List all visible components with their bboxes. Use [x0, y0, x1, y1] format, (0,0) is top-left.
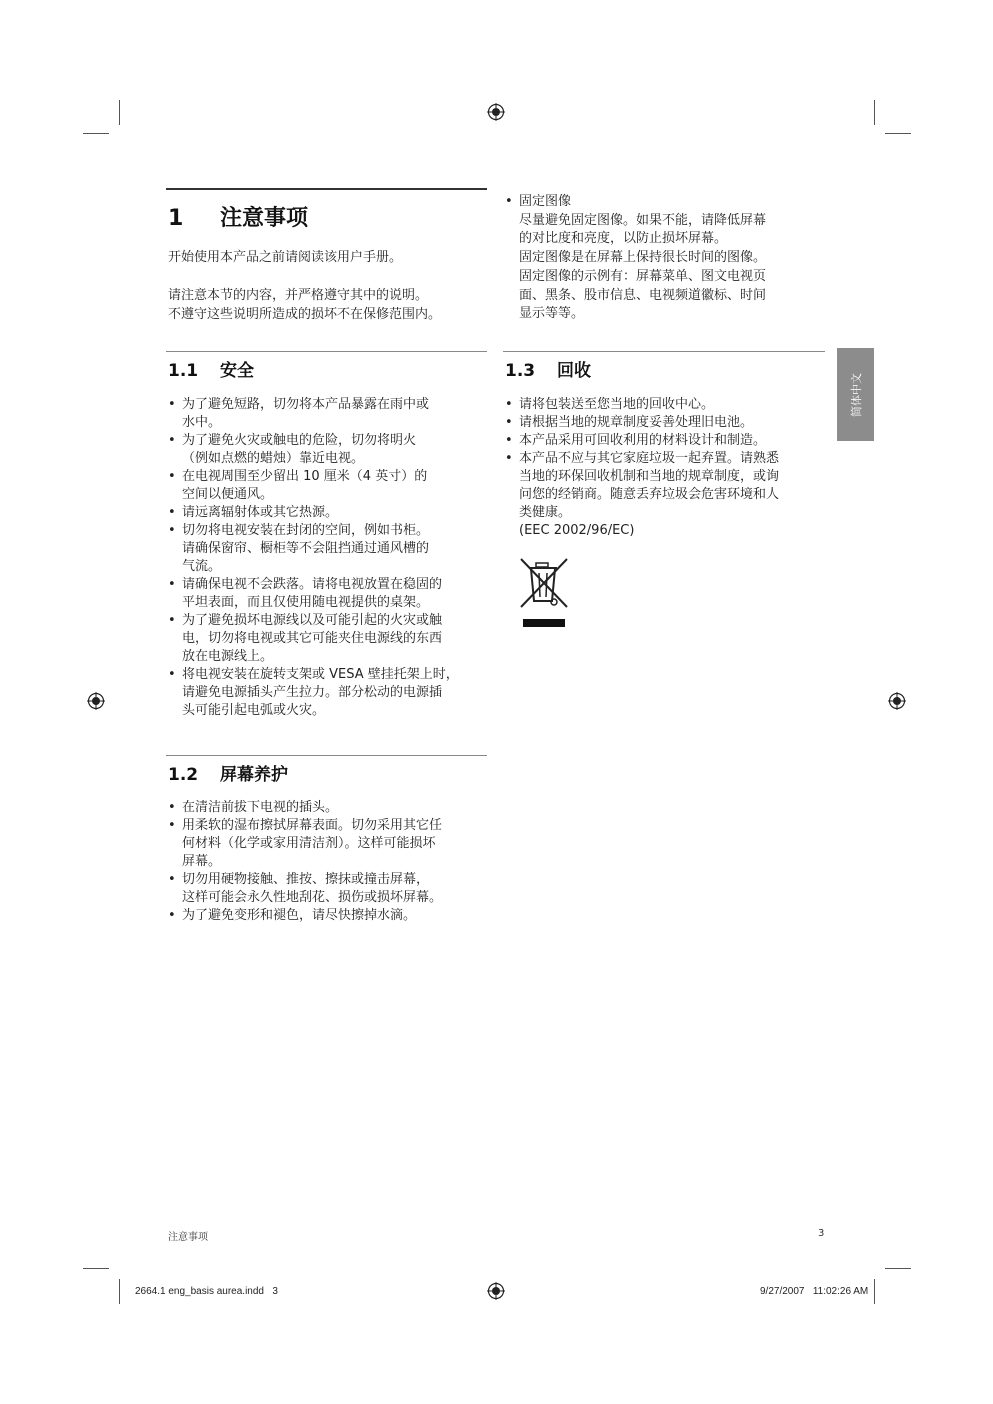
text-line: • 为了避免损坏电源线以及可能引起的火灾或触 — [182, 613, 443, 628]
section-rule — [166, 755, 487, 756]
text-line: • 固定图像 — [519, 194, 572, 209]
page-title — [168, 201, 308, 232]
text-line: 请确保窗帘、橱柜等不会阻挡通过通风槽的 — [182, 541, 430, 556]
text-line: 电，切勿将电视或其它可能夹住电源线的东西 — [182, 631, 443, 646]
crop-mark — [119, 100, 120, 125]
list-item — [168, 504, 498, 522]
text-line: 屏幕。 — [182, 854, 222, 869]
screen-care-list — [168, 799, 498, 925]
list-item — [505, 432, 835, 450]
text-line: • 为了避免变形和褪色，请尽快擦掉水滴。 — [182, 908, 417, 923]
text-line: 平坦表面，而且仅使用随电视提供的桌架。 — [182, 595, 430, 610]
section-number: 1.2 — [168, 765, 199, 785]
registration-mark-icon — [487, 103, 505, 121]
crop-mark — [874, 100, 875, 125]
text-line: 显示等等。 — [519, 306, 585, 322]
section-title: 屏幕养护 — [220, 765, 288, 785]
registration-mark-icon — [87, 692, 105, 710]
section-title: 注意事项 — [220, 206, 309, 231]
text-line: • 请根据当地的规章制度妥善处理旧电池。 — [519, 415, 754, 430]
text-line: 头可能引起电弧或火灾。 — [182, 703, 326, 718]
registration-mark-icon — [487, 1282, 505, 1300]
list-item — [168, 907, 498, 925]
list-item — [168, 396, 498, 432]
list-item — [168, 612, 498, 666]
section-rule — [503, 351, 825, 352]
fixed-image-block — [505, 193, 835, 324]
footer-section-name: 注意事项 — [168, 1232, 208, 1243]
list-item — [168, 817, 498, 871]
section-title: 回收 — [557, 361, 591, 381]
section-number: 1 — [168, 206, 184, 231]
text-line: 开始使用本产品之前请阅读该用户手册。 — [168, 250, 403, 265]
notice-paragraph — [168, 286, 441, 324]
list-item — [505, 450, 835, 540]
list-item — [168, 522, 498, 576]
recycling-list — [505, 396, 835, 540]
crop-mark — [83, 1268, 109, 1269]
text-line: • 本产品采用可回收利用的材料设计和制造。 — [519, 433, 767, 448]
section-heading-recycling — [505, 356, 591, 381]
section-number: 1.3 — [505, 361, 536, 381]
text-line: • 请确保电视不会跌落。请将电视放置在稳固的 — [182, 577, 443, 592]
crop-mark — [885, 1268, 911, 1269]
text-line: • 请将包装送至您当地的回收中心。 — [519, 397, 715, 412]
text-line: • 在清洁前拔下电视的插头。 — [182, 800, 339, 815]
text-line: • 本产品不应与其它家庭垃圾一起弃置。请熟悉 — [519, 451, 780, 466]
list-item — [505, 396, 835, 414]
language-side-tab — [837, 348, 874, 441]
page-number: 3 — [818, 1228, 825, 1239]
text-line: • 切勿将电视安装在封闭的空间，例如书柜。 — [182, 523, 430, 538]
text-line: 空间以便通风。 — [182, 487, 274, 502]
crossed-out-wheeled-bin-icon — [519, 557, 571, 629]
text-line: 气流。 — [182, 559, 222, 574]
registration-mark-icon — [888, 692, 906, 710]
text-line: • 为了避免火灾或触电的危险，切勿将明火 — [182, 433, 417, 448]
list-item — [168, 576, 498, 612]
intro-paragraph — [168, 248, 402, 267]
section-heading-safety — [168, 356, 254, 381]
crop-mark — [119, 1279, 120, 1304]
section-heading-screen-care — [168, 760, 288, 785]
text-line: • 请远离辐射体或其它热源。 — [182, 505, 339, 520]
text-line: 放在电源线上。 — [182, 649, 274, 664]
safety-list — [168, 396, 498, 720]
text-line: 请注意本节的内容，并严格遵守其中的说明。 — [168, 288, 429, 303]
list-item — [505, 193, 835, 324]
text-line: 固定图像的示例有：屏幕菜单、图文电视页 — [519, 268, 767, 284]
text-line: (EEC 2002/96/EC) — [519, 523, 635, 538]
slug-filename: 2664.1 eng_basis aurea.indd 3 — [135, 1286, 278, 1297]
slug-timestamp: 9/27/2007 11:02:26 AM — [760, 1286, 869, 1297]
text-line: 固定图像是在屏幕上保持很长时间的图像。 — [519, 250, 767, 266]
list-item — [168, 432, 498, 468]
text-line: 这样可能会永久性地刮花、损伤或损坏屏幕。 — [182, 890, 443, 905]
text-line: 当地的环保回收机制和当地的规章制度，或询 — [519, 469, 780, 484]
text-line: • 用柔软的湿布擦拭屏幕表面。切勿采用其它任 — [182, 818, 443, 833]
section-number: 1.1 — [168, 361, 199, 381]
list-item — [505, 414, 835, 432]
text-line: • 在电视周围至少留出 10 厘米（4 英寸）的 — [182, 469, 428, 484]
section-rule — [166, 351, 487, 352]
text-line: 的对比度和亮度，以防止损坏屏幕。 — [519, 231, 728, 247]
text-line: 不遵守这些说明所造成的损坏不在保修范围内。 — [168, 307, 442, 322]
text-line: • 切勿用硬物接触、推按、擦抹或撞击屏幕， — [182, 872, 430, 887]
text-line: 何材料（化学或家用清洁剂）。这样可能损坏 — [182, 836, 436, 851]
list-item — [168, 468, 498, 504]
list-item — [168, 666, 498, 720]
text-line: 类健康。 — [519, 505, 572, 520]
crop-mark — [874, 1279, 875, 1304]
section-rule — [166, 188, 487, 190]
list-item — [168, 871, 498, 907]
text-line: • 为了避免短路，切勿将本产品暴露在雨中或 — [182, 397, 430, 412]
text-line: 水中。 — [182, 415, 222, 430]
text-line: 请避免电源插头产生拉力。部分松动的电源插 — [182, 685, 443, 700]
text-line: • 将电视安装在旋转支架或 VESA 壁挂托架上时， — [182, 667, 459, 682]
text-line: 尽量避免固定图像。如果不能，请降低屏幕 — [519, 212, 767, 228]
text-line: 问您的经销商。随意丢弃垃圾会危害环境和人 — [519, 487, 780, 502]
section-title: 安全 — [220, 361, 254, 381]
list-item — [168, 799, 498, 817]
crop-mark — [885, 133, 911, 134]
text-line: （例如点燃的蜡烛）靠近电视。 — [182, 451, 365, 466]
crop-mark — [83, 133, 109, 134]
side-tab-label: 简体中文 — [849, 372, 863, 417]
text-line: 面、黑条、股市信息、电视频道徽标、时间 — [519, 287, 767, 303]
